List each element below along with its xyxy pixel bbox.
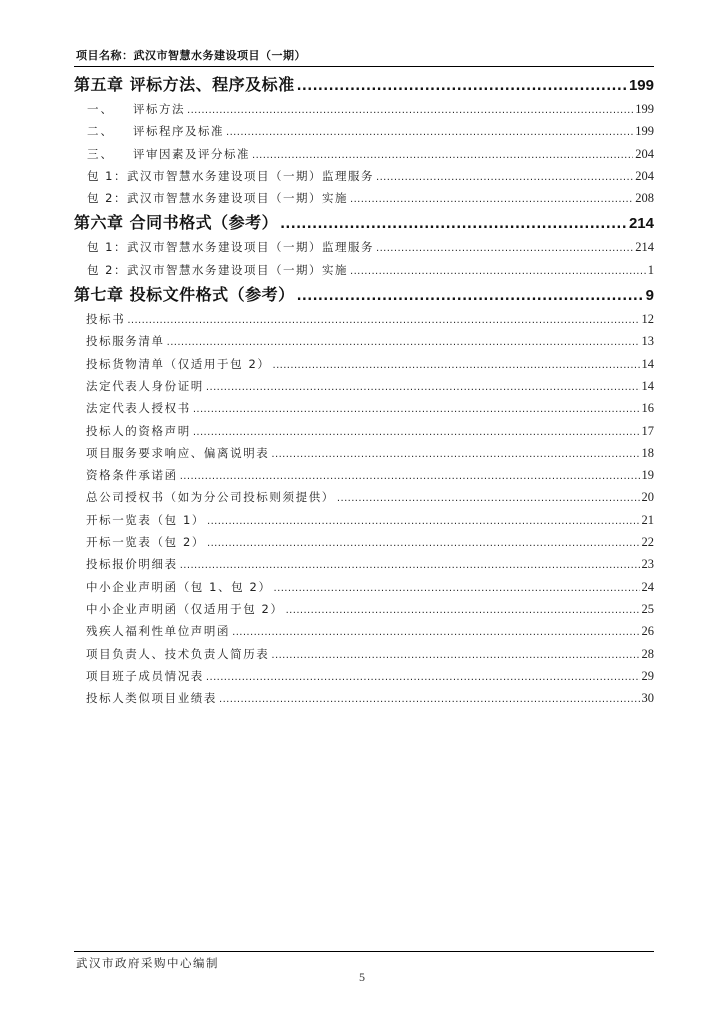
- toc-section-number: 三、: [87, 146, 114, 161]
- dot-leader: [127, 310, 639, 332]
- toc-page-number: 214: [628, 215, 654, 233]
- toc-section-title: 评标方法: [133, 102, 185, 116]
- footer-compiler: 武汉市政府采购中心编制: [76, 956, 219, 970]
- toc-section-number: 一、: [87, 102, 114, 116]
- toc-section-title: 评标程序及标准: [133, 124, 224, 139]
- toc-item[interactable]: [74, 643, 654, 665]
- toc-item-title: 资格条件承诺函: [86, 468, 178, 483]
- toc-page-number: 1: [647, 262, 654, 277]
- toc-item-title: 残疾人福利性单位声明函: [86, 624, 231, 639]
- toc-chapter-5[interactable]: [74, 71, 654, 98]
- toc-page-number: 28: [641, 646, 654, 661]
- toc-page-number: 16: [641, 401, 654, 416]
- toc-item-title: 开标一览表（包 2）: [86, 535, 205, 550]
- toc-item-title: 投标服务清单: [86, 334, 165, 349]
- toc-section-title: 评审因素及评分标准: [133, 146, 250, 161]
- dot-leader: [274, 578, 640, 600]
- toc-page-number: 23: [641, 557, 654, 572]
- toc-page-number: 13: [641, 334, 654, 349]
- toc-item[interactable]: [74, 464, 654, 486]
- dot-leader: [286, 600, 640, 622]
- toc-page-number: 20: [641, 490, 654, 505]
- toc-chapter-title: 第五章 评标方法、程序及标准: [74, 75, 295, 94]
- toc-page-number: 22: [641, 535, 654, 550]
- toc-item[interactable]: [74, 576, 654, 598]
- dot-leader: [337, 488, 640, 510]
- dot-leader: [232, 622, 639, 644]
- toc-item[interactable]: [74, 308, 654, 330]
- dot-leader: [297, 283, 644, 310]
- page-number: 5: [359, 970, 365, 984]
- toc-page-number: 26: [641, 624, 654, 639]
- toc-page-number: 24: [641, 579, 654, 594]
- toc-item-title: 投标货物清单（仅适用于包 2）: [86, 356, 271, 371]
- toc-chapter-title: 第六章 合同书格式（参考）: [74, 213, 279, 233]
- dot-leader: [180, 555, 640, 577]
- dot-leader: [350, 189, 633, 211]
- toc-section-title: 包 2：武汉市智慧水务建设项目（一期）实施: [87, 191, 348, 206]
- toc-item-title: 投标人类似项目业绩表: [86, 691, 217, 706]
- dot-leader: [193, 399, 640, 421]
- toc-page-number: 25: [641, 601, 654, 616]
- toc-chapter-7[interactable]: [74, 281, 654, 308]
- toc-item[interactable]: [74, 687, 654, 709]
- toc-page-number: 29: [641, 668, 654, 683]
- dot-leader: [376, 238, 633, 260]
- toc-page-number: 199: [628, 77, 654, 94]
- toc-chapter-title: 第七章 投标文件格式（参考）: [74, 285, 295, 305]
- toc-item-title: 开标一览表（包 1）: [86, 512, 205, 527]
- toc-page-number: 208: [635, 191, 654, 206]
- dot-leader: [180, 466, 640, 488]
- toc-page-number: 214: [635, 240, 654, 255]
- toc-section-item[interactable]: [74, 143, 654, 165]
- dot-leader: [272, 355, 639, 377]
- dot-leader: [271, 444, 639, 466]
- toc-item[interactable]: [74, 620, 654, 642]
- toc-section-number: 二、: [87, 124, 114, 139]
- dot-leader: [206, 377, 640, 399]
- dot-leader: [226, 122, 633, 144]
- dot-leader: [167, 332, 640, 354]
- toc-item[interactable]: [74, 486, 654, 508]
- toc-item[interactable]: [74, 531, 654, 553]
- dot-leader: [271, 645, 639, 667]
- document-header: 项目名称：武汉市智慧水务建设项目（一期）: [76, 49, 306, 62]
- toc-page-number: 9: [645, 287, 654, 305]
- toc-item-title: 项目服务要求响应、偏离说明表: [86, 445, 270, 460]
- toc-item[interactable]: [74, 598, 654, 620]
- dot-leader: [193, 422, 640, 444]
- dot-leader: [207, 533, 640, 555]
- toc-page-number: 204: [635, 146, 654, 161]
- toc-item[interactable]: [74, 397, 654, 419]
- toc-item[interactable]: [74, 353, 654, 375]
- toc-item-title: 法定代表人授权书: [86, 401, 191, 416]
- toc-page-number: 18: [641, 445, 654, 460]
- toc-section-item[interactable]: [74, 259, 654, 281]
- toc-item[interactable]: [74, 553, 654, 575]
- toc-page-number: 14: [641, 356, 654, 371]
- dot-leader: [206, 667, 640, 689]
- toc-page-number: 199: [635, 102, 654, 116]
- dot-leader: [297, 73, 627, 100]
- toc-item-title: 法定代表人身份证明: [86, 378, 204, 393]
- toc-chapter-6[interactable]: [74, 209, 654, 236]
- toc-item[interactable]: [74, 665, 654, 687]
- table-of-contents: [74, 71, 654, 709]
- toc-item[interactable]: [74, 442, 654, 464]
- toc-page-number: 17: [641, 423, 654, 438]
- toc-section-title: 包 1：武汉市智慧水务建设项目（一期）监理服务: [87, 240, 374, 255]
- dot-leader: [219, 689, 640, 711]
- toc-section-item[interactable]: [74, 165, 654, 187]
- dot-leader: [376, 167, 633, 189]
- toc-page-number: 21: [641, 512, 654, 527]
- dot-leader: [350, 261, 646, 283]
- toc-page-number: 199: [635, 124, 654, 139]
- header-divider: [74, 66, 654, 67]
- dot-leader: [187, 100, 633, 122]
- footer-divider: [74, 951, 654, 952]
- toc-section-title: 包 1：武汉市智慧水务建设项目（一期）监理服务: [87, 168, 374, 183]
- toc-item[interactable]: [74, 375, 654, 397]
- toc-page-number: 30: [641, 691, 654, 706]
- toc-item-title: 项目负责人、技术负责人简历表: [86, 646, 270, 661]
- toc-section-item[interactable]: [74, 236, 654, 258]
- dot-leader: [280, 211, 627, 238]
- toc-page-number: 12: [641, 312, 654, 327]
- toc-item-title: 投标报价明细表: [86, 557, 178, 572]
- toc-item-title: 投标人的资格声明: [86, 423, 191, 438]
- toc-item-title: 投标书: [86, 312, 126, 327]
- toc-page-number: 14: [641, 378, 654, 393]
- toc-item[interactable]: [74, 330, 654, 352]
- toc-section-item[interactable]: [74, 187, 654, 209]
- toc-item-title: 项目班子成员情况表: [86, 668, 204, 683]
- toc-page-number: 204: [635, 168, 654, 183]
- toc-section-item[interactable]: [74, 98, 654, 120]
- toc-item-title: 中小企业声明函（包 1、包 2）: [86, 579, 272, 594]
- toc-section-item[interactable]: [74, 120, 654, 142]
- dot-leader: [207, 511, 640, 533]
- dot-leader: [252, 145, 633, 167]
- toc-item-title: 中小企业声明函（仅适用于包 2）: [86, 601, 284, 616]
- toc-item-title: 总公司授权书（如为分公司投标则须提供）: [86, 490, 335, 505]
- toc-section-title: 包 2：武汉市智慧水务建设项目（一期）实施: [87, 262, 348, 277]
- toc-item[interactable]: [74, 509, 654, 531]
- toc-page-number: 19: [641, 468, 654, 483]
- toc-item[interactable]: [74, 420, 654, 442]
